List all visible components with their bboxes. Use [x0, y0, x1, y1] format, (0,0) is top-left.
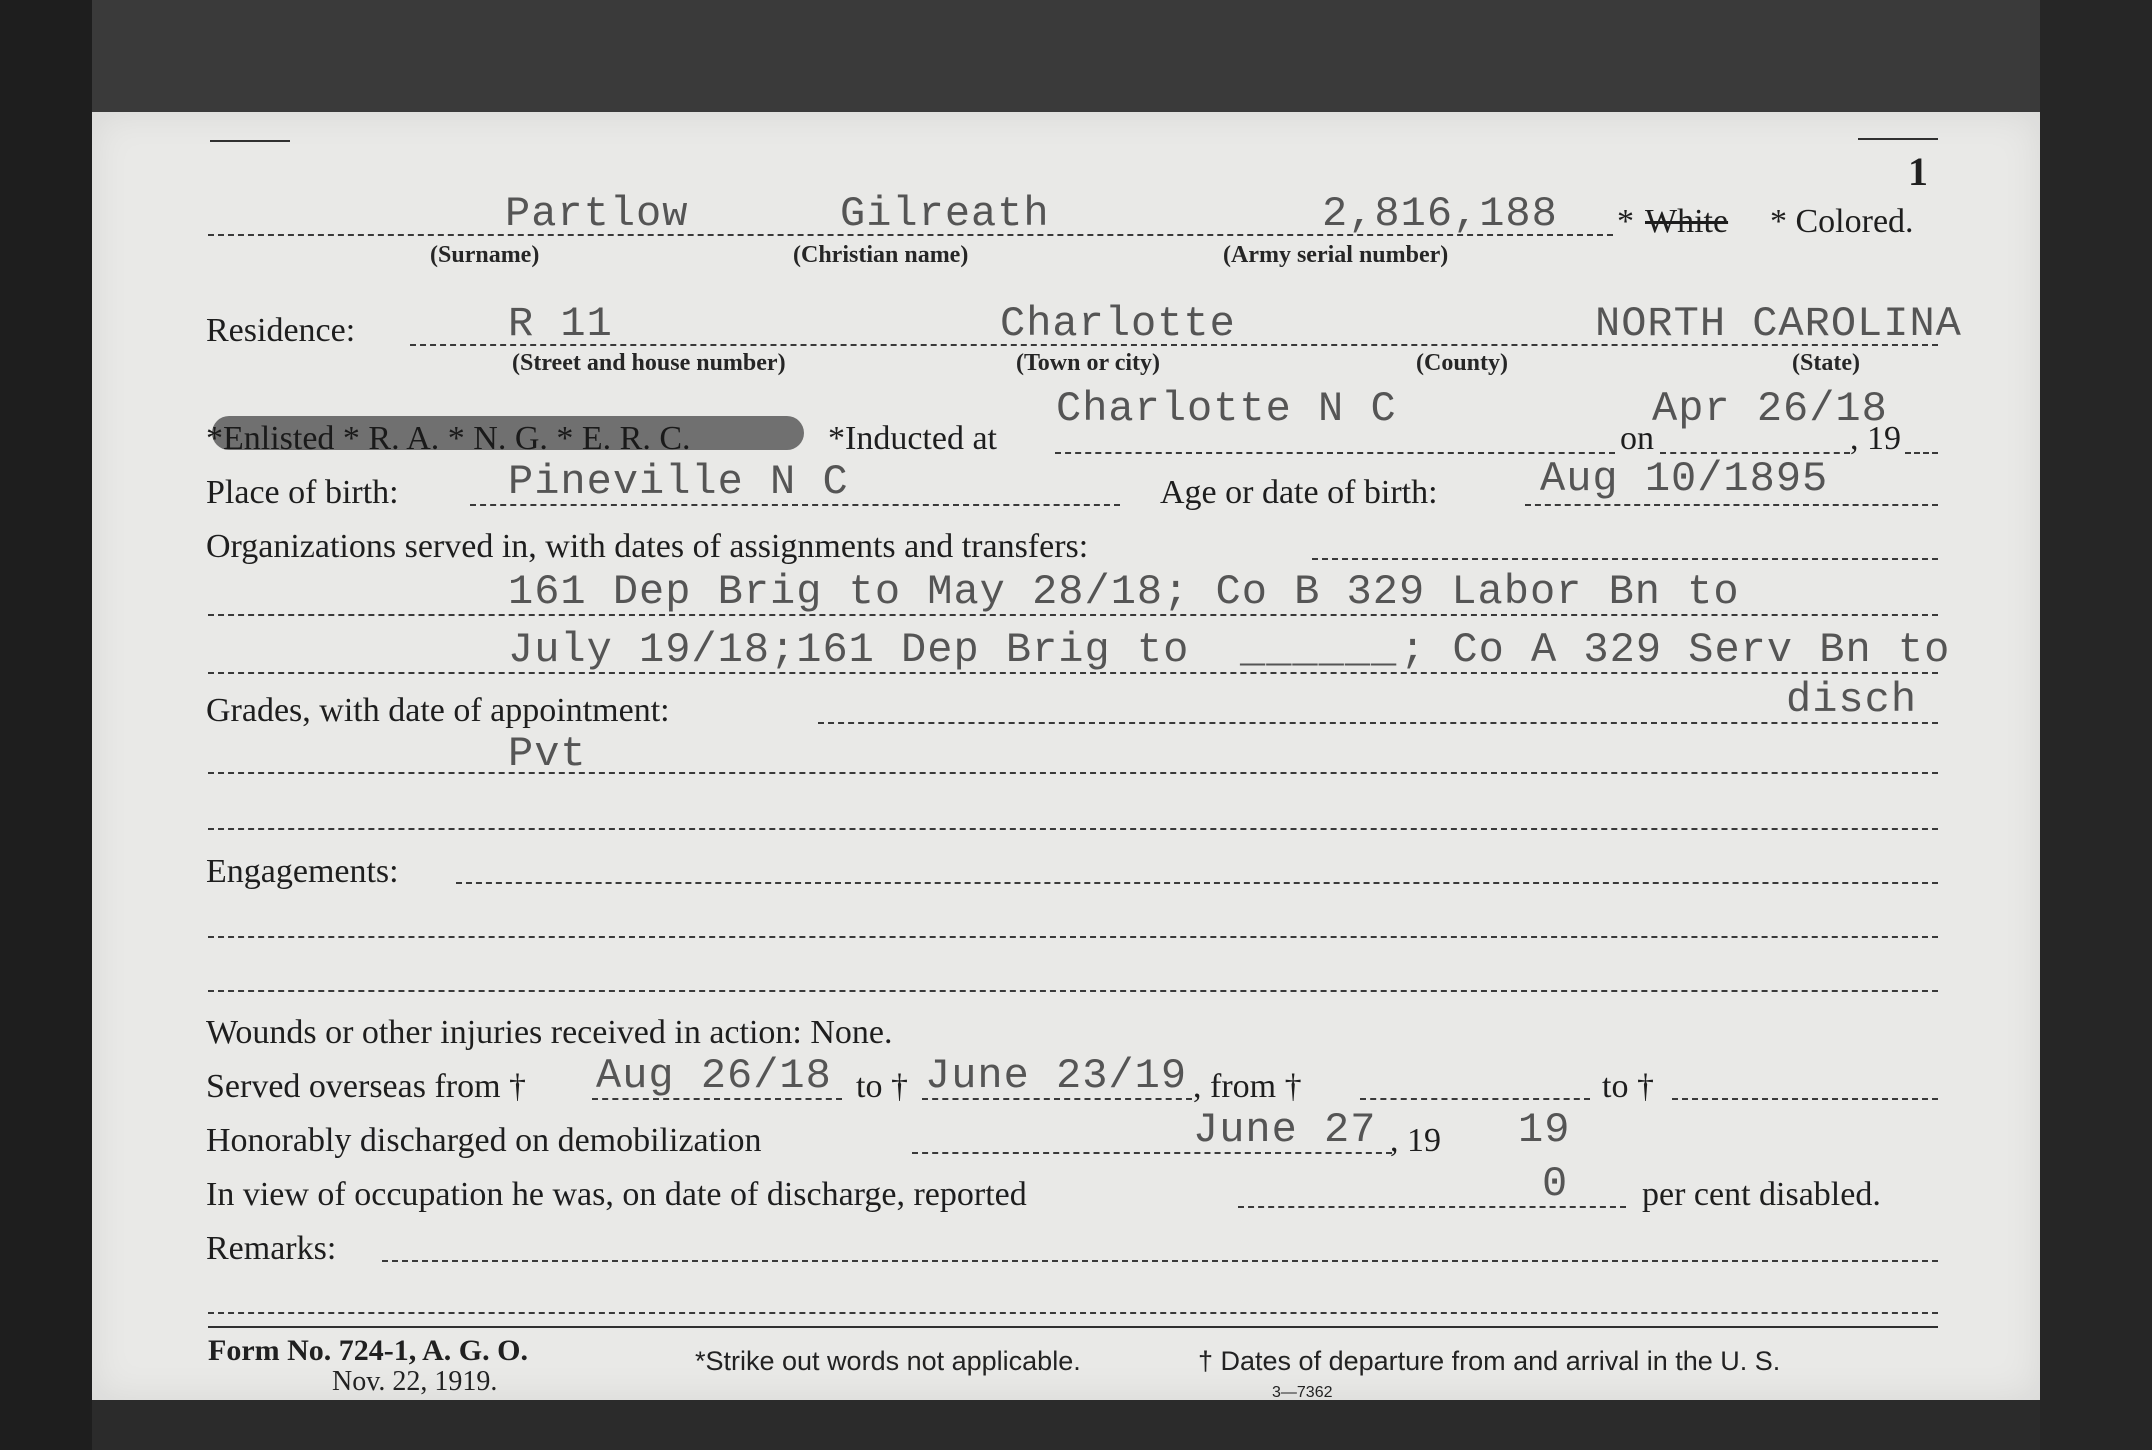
overseas-from-value: Aug 26/18 — [596, 1052, 832, 1100]
engagements-label: Engagements: — [206, 853, 399, 890]
organizations-entry-1: 161 Dep Brig to May 28/18; Co B 329 Labor Bn to — [508, 568, 1740, 616]
organizations-entry-3: disch — [1786, 676, 1918, 724]
surname-caption: (Surname) — [430, 242, 540, 268]
race-colored: * Colored. — [1770, 203, 1914, 240]
disability-percent: 0 — [1542, 1160, 1569, 1208]
street-caption: (Street and house number) — [512, 350, 786, 376]
form-date: Nov. 22, 1919. — [332, 1366, 498, 1397]
birth-place-label: Place of birth: — [206, 474, 399, 511]
overseas-to-value: June 23/19 — [925, 1052, 1188, 1100]
grades-line-0 — [818, 722, 1938, 724]
county-caption: (County) — [1416, 350, 1509, 376]
inducted-place: Charlotte N C — [1056, 385, 1397, 433]
organizations-entry-2b: ; Co A 329 Serv Bn to — [1400, 626, 1951, 674]
discharge-label: Honorably discharged on demobilization — [206, 1122, 762, 1159]
scan-background-left — [0, 0, 92, 1450]
top-right-rule — [1858, 138, 1938, 140]
induction-date: Apr 26/18 — [1652, 385, 1888, 433]
birth-date-label: Age or date of birth: — [1160, 474, 1438, 511]
remarks-line-1 — [208, 1312, 1938, 1314]
serial-caption: (Army serial number) — [1223, 242, 1449, 268]
discharge-year: 19 — [1518, 1106, 1571, 1154]
grades-line-1 — [208, 772, 1938, 774]
print-code: 3—7362 — [1272, 1384, 1333, 1401]
birth-date-value: Aug 10/1895 — [1540, 455, 1829, 503]
scan-background-right — [2040, 0, 2152, 1450]
race-white-struck: White — [1645, 203, 1729, 240]
overseas-to-line-2 — [1672, 1098, 1938, 1100]
organizations-blank: ______ — [1240, 626, 1398, 674]
top-left-rule — [210, 140, 290, 142]
disability-suffix: per cent disabled. — [1642, 1176, 1881, 1213]
wounds-label: Wounds or other injuries received in action: None. — [206, 1014, 893, 1051]
induction-date-line — [1660, 452, 1850, 454]
discharge-date: June 27 — [1193, 1106, 1377, 1154]
on-label: on — [1620, 420, 1654, 457]
engagements-line-1 — [208, 936, 1938, 938]
grades-value: Pvt — [508, 730, 587, 778]
race-star: * — [1617, 203, 1634, 240]
inducted-label: *Inducted at — [828, 420, 997, 457]
engagements-line-0 — [456, 882, 1938, 884]
surname-value: Partlow — [505, 190, 689, 238]
discharge-year-prefix: , 19 — [1390, 1122, 1441, 1159]
organizations-label: Organizations served in, with dates of assignments and transfers: — [206, 528, 1089, 565]
scan-background-top — [92, 0, 2152, 112]
enlistment-options: *Enlisted * R. A. * N. G. * E. R. C. — [206, 420, 691, 457]
christian-caption: (Christian name) — [793, 242, 969, 268]
organizations-line-0 — [1312, 558, 1938, 560]
inducted-line — [1055, 452, 1615, 454]
year-line — [1905, 452, 1938, 454]
overseas-to-label-2: to † — [1602, 1068, 1654, 1105]
engagements-line-2 — [208, 990, 1938, 992]
disability-label: In view of occupation he was, on date of discharge, reported — [206, 1176, 1027, 1213]
overseas-label: Served overseas from † — [206, 1068, 527, 1105]
card-number: 1 — [1908, 149, 1928, 194]
organizations-entry-2: July 19/18;161 Dep Brig to — [508, 626, 1190, 674]
residence-street: R 11 — [508, 300, 613, 348]
town-caption: (Town or city) — [1016, 350, 1160, 376]
footer-rule — [208, 1326, 1938, 1328]
remarks-label: Remarks: — [206, 1230, 337, 1267]
state-caption: (State) — [1792, 350, 1860, 376]
induction-year: , 19 — [1850, 420, 1901, 457]
footer-note-dates: † Dates of departure from and arrival in the U. S. — [1198, 1346, 1781, 1376]
footer-note-strike: *Strike out words not applicable. — [695, 1346, 1081, 1376]
overseas-from-label-2: , from † — [1193, 1068, 1302, 1105]
christian-name-value: Gilreath — [840, 190, 1050, 238]
birth-date-line — [1525, 504, 1938, 506]
serial-number-value: 2,816,188 — [1322, 190, 1558, 238]
form-number: Form No. 724-1, A. G. O. — [208, 1334, 528, 1367]
residence-label: Residence: — [206, 312, 356, 349]
residence-state: NORTH CAROLINA — [1595, 300, 1962, 348]
remarks-line-0 — [382, 1260, 1938, 1262]
grades-label: Grades, with date of appointment: — [206, 692, 670, 729]
birth-place-value: Pineville N C — [508, 458, 849, 506]
overseas-from-line-2 — [1360, 1098, 1590, 1100]
residence-town: Charlotte — [1000, 300, 1236, 348]
grades-line-2 — [208, 828, 1938, 830]
overseas-to-label: to † — [856, 1068, 908, 1105]
